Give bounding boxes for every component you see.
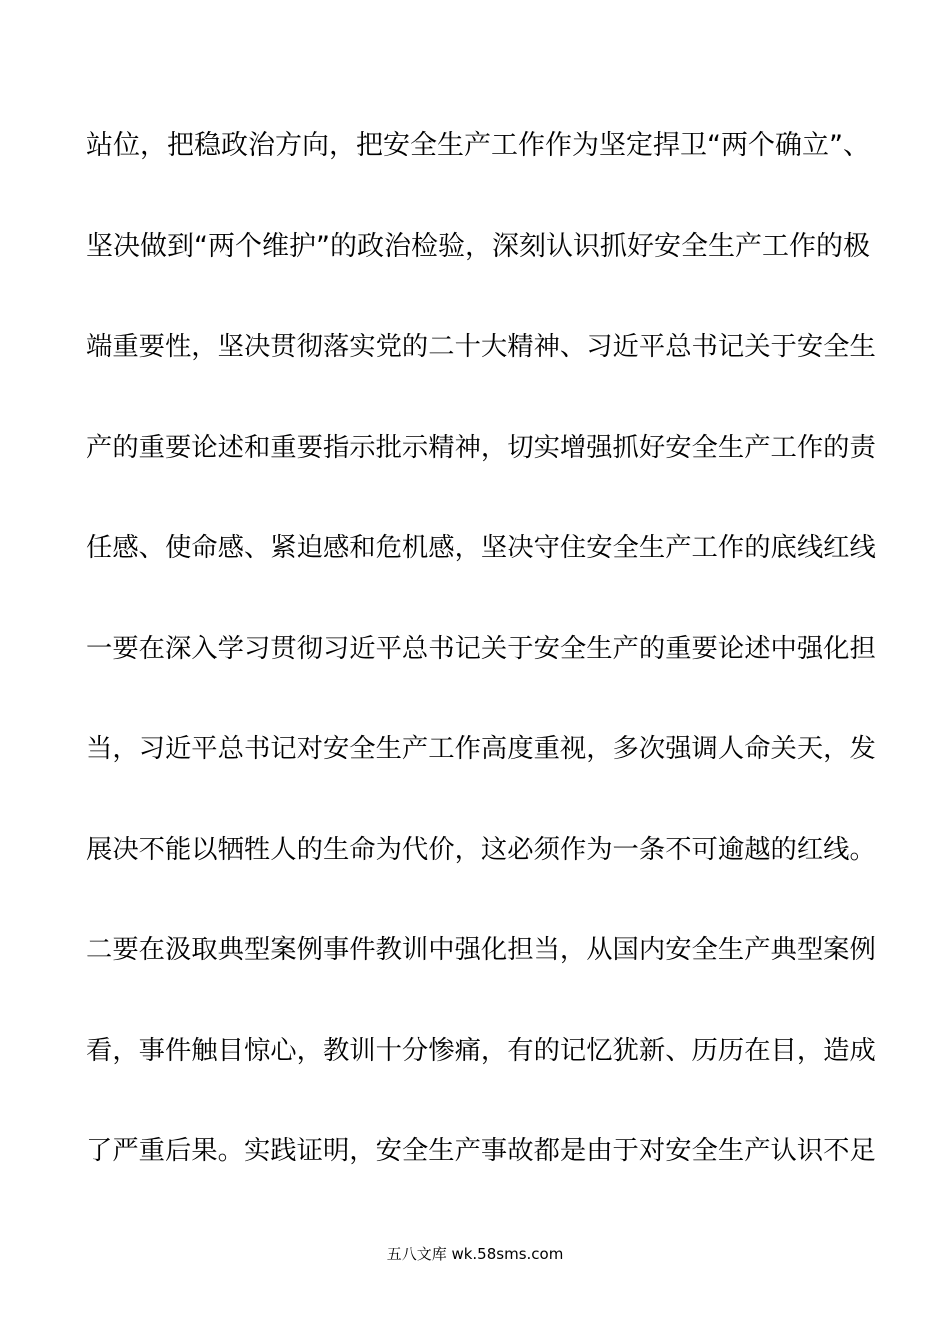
- page-footer: 五八文库 wk.58sms.com: [386, 1245, 564, 1263]
- text-line: 坚决做到“两个维护”的政治检验，深刻认识抓好安全生产工作的极: [86, 230, 870, 262]
- text-line: 展决不能以牺牲人的生命为代价，这必须作为一条不可逾越的红线。: [86, 834, 876, 865]
- text-line: 当，习近平总书记对安全生产工作高度重视，多次强调人命关天，发: [86, 734, 876, 764]
- text-line: 二要在汲取典型案例事件教训中强化担当，从国内安全生产典型案例: [86, 935, 876, 965]
- document-body: [86, 118, 876, 1224]
- text-line: 任感、使命感、紧迫感和危机感，坚决守住安全生产工作的底线红线: [86, 533, 876, 563]
- text-line: 端重要性，坚决贯彻落实党的二十大精神、习近平总书记关于安全生: [86, 332, 876, 362]
- text-line: 站位，把稳政治方向，把安全生产工作作为坚定捍卫“两个确立”、: [86, 130, 870, 161]
- text-line: 产的重要论述和重要指示批示精神，切实增强抓好安全生产工作的责: [86, 432, 876, 463]
- text-line: 一要在深入学习贯彻习近平总书记关于安全生产的重要论述中强化担: [86, 633, 876, 664]
- text-line: 看，事件触目惊心，教训十分惨痛，有的记忆犹新、历历在目，造成: [86, 1035, 876, 1066]
- text-line: 了严重后果。实践证明，安全生产事故都是由于对安全生产认识不足: [86, 1136, 876, 1166]
